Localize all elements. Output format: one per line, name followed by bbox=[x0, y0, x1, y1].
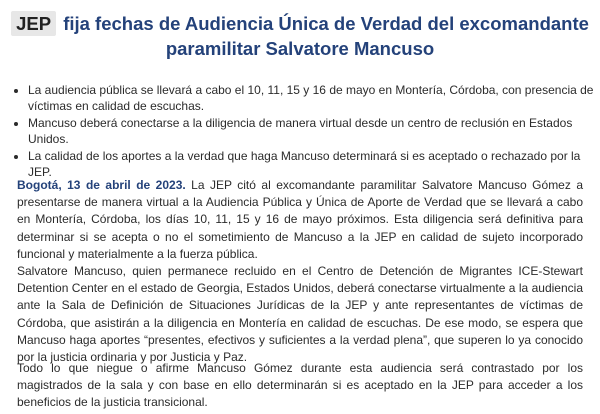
article-title bbox=[0, 11, 600, 61]
paragraph-3: Todo lo que niegue o afirme Mancuso Gómez durante esta audiencia será contrastado por los magistrados de la sala y con base en ello determinarán si es aceptado en la JEP para acceder a los beneficios de la justicia transicional. bbox=[17, 361, 583, 410]
summary-list bbox=[14, 82, 600, 180]
dateline: Bogotá, 13 de abril de 2023. bbox=[17, 178, 186, 192]
paragraph-1-text: La JEP citó al excomandante paramilitar Salvatore Mancuso Gómez a presentarse de manera virtual a la Audiencia Pública y Única de Aporte de Verdad que se llevará a cabo en Montería, Córdoba, los días 10, 11, 15 y 16 de mayo próximos. Esta diligencia será definitiva para determinar si se acepta o no el sometimiento de Mancuso a la JEP en calidad de sujeto incorporado funcional y materialmente a la fuerza pública. bbox=[17, 178, 583, 261]
jep-tag: JEP bbox=[11, 11, 56, 36]
paragraph-1 bbox=[17, 177, 583, 263]
title-line-1: fija fechas de Audiencia Única de Verdad del excomandante bbox=[63, 13, 589, 34]
summary-item: • Mancuso deberá conectarse a la diligencia de manera virtual desde un centro de reclusión en Estados Unidos. bbox=[28, 115, 600, 148]
paragraph-2: Salvatore Mancuso, quien permanece recluido en el Centro de Detención de Migrantes ICE-Stewart Detention Center en el estado de Georgia, Estados Unidos, deberá conectarse virtualmente a la audiencia ante la Sala de Definición de Situaciones Jurídicas de la JEP y ante representantes de víctimas de Córdoba, que asistirán a la diligencia en Montería en calidad de escuchas. De ese modo, se espera que Mancuso haga aportes “presentes, efectivos y suficientes a la verdad plena”, que superen lo ya conocido por la justicia ordinaria y por Justicia y Paz. bbox=[17, 264, 583, 365]
summary-item: • La calidad de los aportes a la verdad que haga Mancuso determinará si es aceptado o rechazado por la JEP. bbox=[28, 148, 600, 181]
title-line-2: paramilitar Salvatore Mancuso bbox=[165, 38, 435, 59]
summary-item: • La audiencia pública se llevará a cabo el 10, 11, 15 y 16 de mayo en Montería, Córdoba, con presencia de víctimas en calidad de escuchas. bbox=[28, 82, 600, 115]
